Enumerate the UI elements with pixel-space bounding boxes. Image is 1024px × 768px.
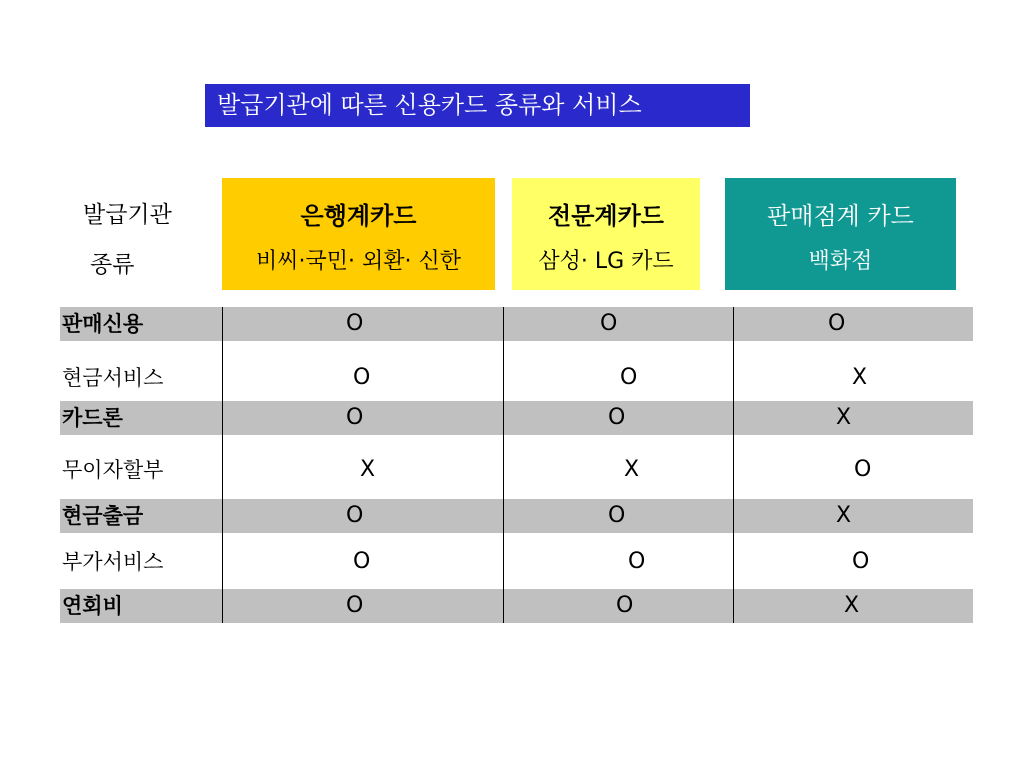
table-cell: X (624, 457, 640, 482)
row-label: 카드론 (62, 406, 123, 430)
table-cell: O (346, 593, 364, 618)
table-cell: O (852, 549, 870, 574)
table-row (60, 545, 973, 579)
slide-title: 발급기관에 따른 신용카드 종류와 서비스 (205, 84, 750, 127)
table-cell: O (628, 549, 646, 574)
table-cell: O (828, 311, 846, 336)
table-row (60, 307, 973, 341)
column-divider (503, 307, 504, 623)
table-cell: O (608, 405, 626, 430)
table-cell: X (836, 503, 852, 528)
column-divider (222, 307, 223, 623)
table-row (60, 453, 973, 487)
column-divider (733, 307, 734, 623)
table-cell: X (360, 457, 376, 482)
table-cell: O (346, 503, 364, 528)
table-cell: O (854, 457, 872, 482)
table-cell: O (353, 549, 371, 574)
retail-card-category (725, 178, 956, 290)
category-issuers: 삼성· LG 카드 (538, 249, 674, 274)
table-cell: O (608, 503, 626, 528)
table-row (60, 401, 973, 435)
row-label: 현금서비스 (62, 366, 164, 390)
category-name: 판매점계 카드 (767, 202, 914, 230)
category-name: 은행계카드 (300, 202, 417, 230)
table-cell: O (600, 311, 618, 336)
specialist-card-category (512, 178, 700, 290)
category-name: 전문계카드 (548, 202, 664, 230)
table-cell: O (616, 593, 634, 618)
table-row (60, 499, 973, 533)
table-cell: O (353, 365, 371, 390)
table-cell: O (346, 311, 364, 336)
table-row (60, 361, 973, 395)
table-cell: O (346, 405, 364, 430)
service-table (60, 307, 973, 623)
row-label: 무이자할부 (62, 458, 164, 482)
table-cell: X (836, 405, 852, 430)
category-issuers: 백화점 (808, 249, 873, 274)
issuer-label: 발급기관 (83, 202, 172, 228)
table-cell: O (620, 365, 638, 390)
type-label: 종류 (90, 252, 135, 278)
row-label: 연회비 (62, 594, 123, 618)
row-label: 판매신용 (62, 312, 144, 336)
row-label: 현금출금 (62, 504, 144, 528)
bank-card-category (222, 178, 495, 290)
table-cell: X (844, 593, 860, 618)
row-label: 부가서비스 (62, 550, 164, 574)
table-row (60, 589, 973, 623)
category-issuers: 비씨·국민· 외환· 신한 (256, 249, 461, 274)
table-cell: X (852, 365, 868, 390)
